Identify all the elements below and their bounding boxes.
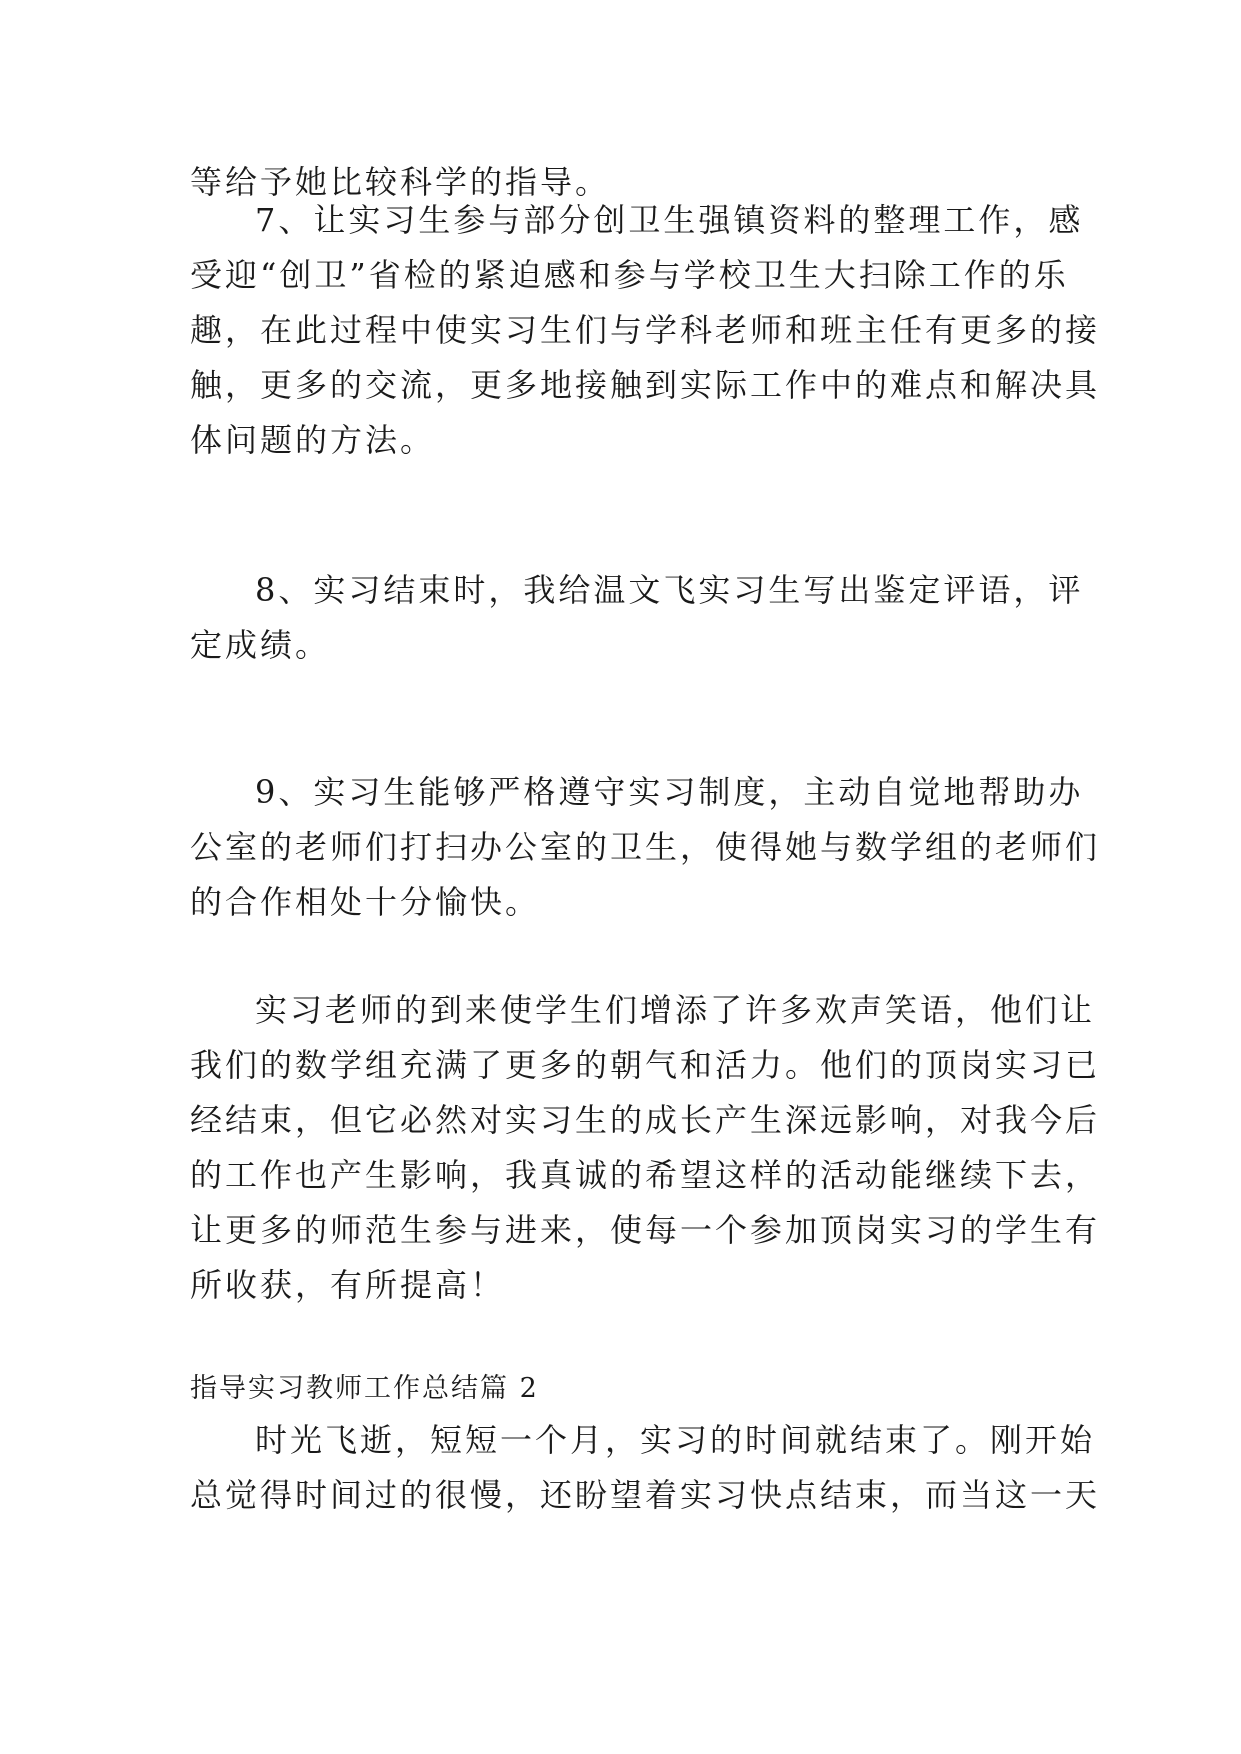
text-line: 经结束，但它必然对实习生的成长产生深远影响，对我今后 xyxy=(190,1101,1101,1139)
text-line: 所收获，有所提高！ xyxy=(190,1266,506,1304)
text-line: 受迎“创卫”省检的紧迫感和参与学校卫生大扫除工作的乐 xyxy=(190,256,1069,294)
text-line: 趣，在此过程中使实习生们与学科老师和班主任有更多的接 xyxy=(190,311,1101,349)
text-line: 的工作也产生影响，我真诚的希望这样的活动能继续下去， xyxy=(190,1156,1101,1194)
paragraph-line: 时光飞逝，短短一个月，实习的时间就结束了。刚开始 xyxy=(255,1421,1096,1459)
section-heading: 指导实习教师工作总结篇 2 xyxy=(190,1373,539,1404)
text-line: 的合作相处十分愉快。 xyxy=(190,883,541,921)
text-line: 让更多的师范生参与进来，使每一个参加顶岗实习的学生有 xyxy=(190,1211,1101,1249)
text-line: 公室的老师们打扫办公室的卫生，使得她与数学组的老师们 xyxy=(190,828,1101,866)
paragraph-item-8-line: 8、实习结束时，我给温文飞实习生写出鉴定评语，评 xyxy=(255,571,1084,609)
paragraph-item-7-line: 7、让实习生参与部分创卫生强镇资料的整理工作，感 xyxy=(255,201,1084,239)
text-line: 等给予她比较科学的指导。 xyxy=(190,163,611,201)
text-line: 定成绩。 xyxy=(190,626,331,664)
paragraph-item-9-line: 9、实习生能够严格遵守实习制度，主动自觉地帮助办 xyxy=(255,773,1084,811)
paragraph-line: 实习老师的到来使学生们增添了许多欢声笑语，他们让 xyxy=(255,991,1096,1029)
text-line: 我们的数学组充满了更多的朝气和活力。他们的顶岗实习已 xyxy=(190,1046,1101,1084)
text-line: 总觉得时间过的很慢，还盼望着实习快点结束，而当这一天 xyxy=(190,1476,1101,1514)
text-line: 触，更多的交流，更多地接触到实际工作中的难点和解决具 xyxy=(190,366,1101,404)
text-line: 体问题的方法。 xyxy=(190,421,436,459)
